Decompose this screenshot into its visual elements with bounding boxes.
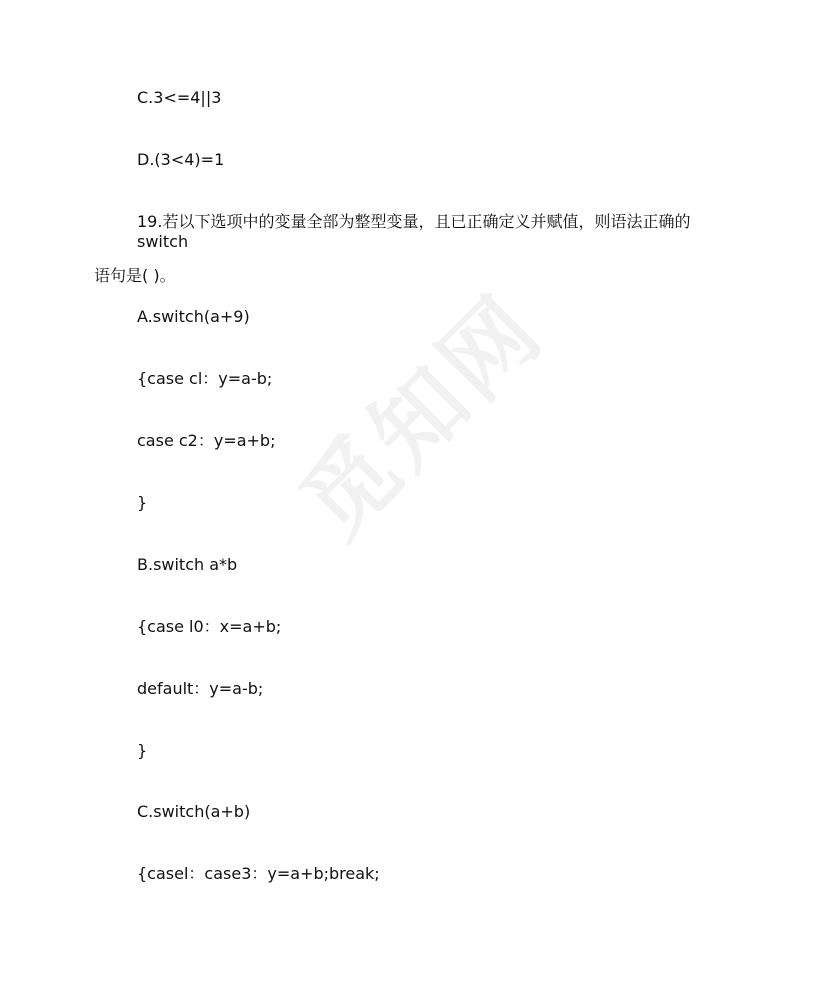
question-19-line-2: 语句是( )。: [94, 266, 176, 285]
option-c-line-1: {casel：case3：y=a+b;break;: [137, 864, 380, 883]
option-c-q18: C.3<=4||3: [137, 88, 222, 107]
option-d-q18: D.(3<4)=1: [137, 150, 225, 169]
option-b-line-2: default：y=a-b;: [137, 679, 264, 698]
question-19: [94, 212, 737, 286]
option-b-line-3: }: [137, 741, 148, 760]
option-b-head: B.switch a*b: [137, 555, 238, 574]
option-a-line-2: case c2：y=a+b;: [137, 431, 276, 450]
option-a-line-1: {case cl：y=a-b;: [137, 369, 273, 388]
option-b-line-1: {case l0：x=a+b;: [137, 617, 282, 636]
option-a-line-3: }: [137, 493, 148, 512]
question-19-line-1: 19.若以下选项中的变量全部为整型变量，且已正确定义并赋值，则语法正确的 switch: [137, 212, 691, 251]
option-c-head: C.switch(a+b): [137, 802, 251, 821]
watermark: 觅知网: [280, 274, 565, 559]
option-a-head: A.switch(a+9): [137, 307, 250, 326]
